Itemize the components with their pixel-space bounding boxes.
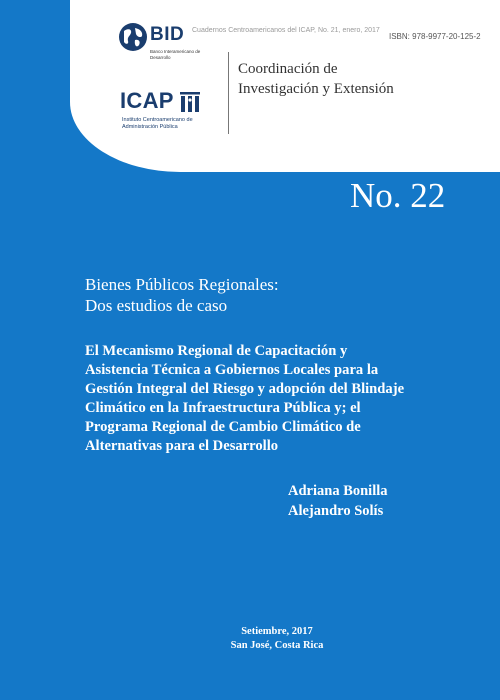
unit-line-2: Investigación y Extensión xyxy=(238,81,394,97)
unit-line-1: Coordinación de xyxy=(238,61,338,77)
author-1: Adriana Bonilla xyxy=(288,483,388,499)
subtitle-line-2: Asistencia Técnica a Gobiernos Locales para la xyxy=(85,362,379,378)
author-2: Alejandro Solís xyxy=(288,503,384,519)
issue-number: No. 22 xyxy=(350,176,446,215)
authors xyxy=(288,481,388,521)
icap-logo xyxy=(118,88,218,138)
subtitle-line-4: Climático en la Infraestructura Pública y; el xyxy=(85,400,361,416)
logo-divider xyxy=(228,52,229,134)
bid-globe-icon xyxy=(118,22,148,52)
publication-info xyxy=(222,625,332,653)
publication-date: Setiembre, 2017 xyxy=(241,626,313,637)
main-title-line-1: Bienes Públicos Regionales: xyxy=(85,275,279,294)
subtitle-line-6: Alternativas para el Desarrollo xyxy=(85,438,279,454)
bid-logo xyxy=(118,22,218,72)
series-line: Cuadernos Centroamericanos del ICAP, No. 21, enero, 2017 xyxy=(192,27,380,34)
publication-place: San José, Costa Rica xyxy=(230,640,324,651)
bid-logo-name: BID xyxy=(150,24,185,45)
subtitle-line-5: Programa Regional de Cambio Climático de xyxy=(85,419,361,435)
unit-name xyxy=(238,59,478,99)
main-title xyxy=(85,274,425,316)
icap-logo-subtitle: Instituto Centroamericano de Administración Pública xyxy=(122,117,193,130)
main-title-line-2: Dos estudios de caso xyxy=(85,296,228,315)
icap-columns-icon xyxy=(179,91,201,113)
icap-logo-name: ICAP xyxy=(120,88,174,113)
subtitle-line-3: Gestión Integral del Riesgo y adopción del Blindaje xyxy=(85,381,405,397)
isbn: ISBN: 978-9977-20-125-2 xyxy=(389,32,481,41)
bid-logo-subtitle: Banco Interamericano de Desarrollo xyxy=(150,49,201,60)
subtitle xyxy=(85,342,415,456)
subtitle-line-1: El Mecanismo Regional de Capacitación y xyxy=(85,343,348,359)
